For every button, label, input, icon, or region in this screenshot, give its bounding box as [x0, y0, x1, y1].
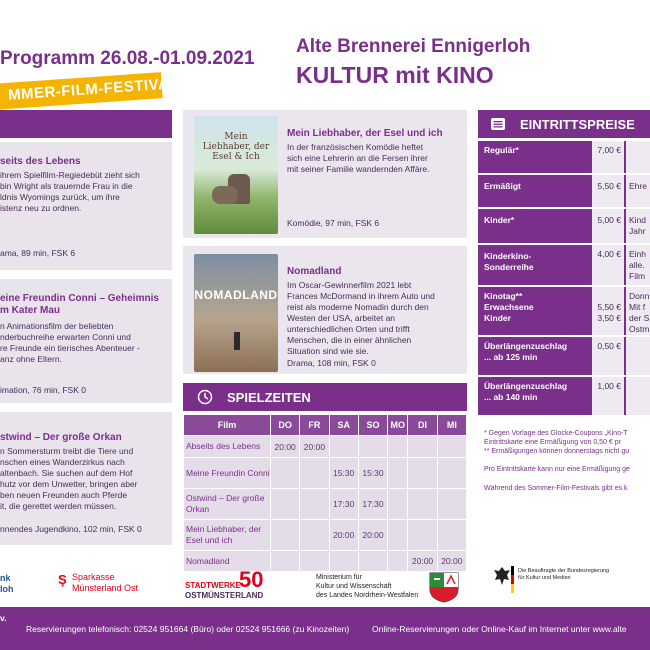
stadtwerke-logo: 50 STADTWERKE OSTMÜNSTERLAND: [185, 567, 264, 600]
showtime: [408, 489, 436, 519]
showtime[interactable]: 20:00: [359, 520, 387, 550]
col-header: DO: [271, 415, 299, 435]
col-header: MO: [388, 415, 407, 435]
movie-meta: Komödie, 97 min, FSK 6: [287, 218, 380, 228]
movie-title: Nomadland: [287, 266, 342, 277]
showtime[interactable]: 20:00: [271, 436, 299, 457]
flag-stripe-gold: [511, 584, 514, 593]
showtime: [388, 458, 407, 488]
showtime: [330, 436, 358, 457]
showtime: [300, 458, 328, 488]
showtime: [388, 436, 407, 457]
film-name: Nomadland: [184, 551, 270, 571]
footer-bar: [0, 607, 650, 650]
price-label: Kinder*: [484, 215, 515, 225]
col-header: DI: [408, 415, 436, 435]
footer-left: v.: [0, 613, 7, 623]
movie-meta: ama, 89 min, FSK 6: [0, 248, 76, 258]
showtime: [408, 458, 436, 488]
table-row: [184, 458, 466, 488]
nrw-crest-icon: [428, 571, 460, 603]
schedule-header-row: [184, 415, 466, 435]
price-note: Ehre: [626, 175, 650, 207]
price-footnote-1b: Eintrittskarte eine Ermäßigung von 0,50 € pr: [484, 439, 621, 446]
showtime[interactable]: 17:30: [359, 489, 387, 519]
movie-title: eine Freundin Conni – Geheimnis: [0, 293, 159, 304]
movie-description: n Sommersturm treibt die Tiere und nschen eines Wanderzirkus nach altenbach. Sie suchen auf dem Hof hutz vor dem Unwetter, bringen aber ben neuen Freunden auch Pferde it, die gerettet werden müssen.: [0, 446, 138, 511]
price-value: 4,00 €: [592, 245, 624, 285]
showtime[interactable]: 15:30: [330, 458, 358, 488]
schedule-table: [183, 414, 467, 572]
movie-title-line2: m Kater Mau: [0, 305, 61, 316]
price-footnote-3: Pro Eintrittskarte kann nur eine Ermäßigung ge: [484, 466, 630, 473]
showtime[interactable]: 20:00: [438, 551, 466, 571]
price-footnote-1: * Gegen Vorlage des Glocke-Coupons „Kino-T: [484, 430, 628, 437]
table-row: [184, 436, 466, 457]
price-label: Überlängenzuschlag ... ab 125 min: [484, 341, 568, 362]
movie-meta: Drama, 108 min, FSK 0: [287, 358, 376, 368]
price-note: Einh alle. Film: [626, 245, 650, 285]
film-name: Ostwind – Der große Orkan: [184, 489, 270, 519]
showtime: [271, 458, 299, 488]
movie-title: Mein Liebhaber, der Esel und ich: [287, 128, 443, 139]
movie-meta: imation, 76 min, FSK 0: [0, 385, 86, 395]
price-value: 5,50 €: [592, 175, 624, 207]
bund-logo: Die Beauftragte der Bundesregierung für Kultur und Medien: [518, 568, 610, 581]
movie-description: Im Oscar-Gewinnerfilm 2021 lebt Frances McDormand in ihrem Auto und reist als moderne Nomadin durch den Westen der USA, arbeitet an unterschiedlichen Orten und trifft Menschen, die in einer ähnlichen Situation sind wie sie.: [287, 280, 435, 356]
festival-banner: MMER-FILM-FESTIVAL: [0, 72, 163, 110]
schedule-title: SPIELZEITEN: [227, 390, 311, 405]
ticket-list-icon: [490, 116, 506, 132]
price-row-regulaer: [478, 141, 650, 173]
col-header: FR: [300, 415, 328, 435]
price-row-ueberlaenge-140: [478, 377, 650, 415]
showtime: [438, 489, 466, 519]
price-label: Überlängenzuschlag ... ab 140 min: [484, 381, 568, 402]
showtime: [388, 520, 407, 550]
price-value: 5,50 € 3,50 €: [592, 287, 624, 335]
ministry-logo: Ministerium für Kultur und Wissenschaft des Landes Nordrhein-Westfalen: [316, 574, 419, 599]
showtime[interactable]: 15:30: [359, 458, 387, 488]
movie-card-esel[interactable]: [183, 110, 467, 238]
showtime: [438, 436, 466, 457]
slogan-title: KULTUR mit KINO: [296, 62, 494, 88]
sparkasse-icon: Ş: [58, 572, 67, 587]
showtime: [388, 551, 407, 571]
showtime: [408, 436, 436, 457]
col-header: MI: [438, 415, 466, 435]
movie-meta: nnendes Jugendkino, 102 min, FSK 0: [0, 524, 142, 534]
showtime: [330, 551, 358, 571]
showtime: [438, 520, 466, 550]
movie-description: In der französischen Komödie heftet sich eine Lehrerin an die Fersen ihrer mit seiner Familie wandernden Affäre.: [287, 142, 430, 174]
showtime: [438, 458, 466, 488]
program-dates: Programm 26.08.-01.09.2021: [0, 48, 255, 69]
showtime: [271, 489, 299, 519]
showtime: [359, 436, 387, 457]
showtime: [300, 520, 328, 550]
film-name: Abseits des Lebens: [184, 436, 270, 457]
col-header: Film: [184, 415, 270, 435]
federal-eagle-icon: [493, 566, 511, 588]
price-row-ermaessigt: [478, 175, 650, 207]
movie-card-abseits[interactable]: [0, 142, 172, 270]
movie-description: ihrem Spielfilm-Regiedebüt zieht sich bin Wright als trauernde Frau in die ldnis Wyomings zurück, um ihre istenz neu zu ordnen.: [0, 170, 140, 213]
showtime: [300, 489, 328, 519]
prices-header: [478, 110, 650, 138]
venue-title: Alte Brennerei Ennigerloh: [296, 36, 531, 57]
schedule-header: [183, 383, 467, 411]
showtime[interactable]: 20:00: [300, 436, 328, 457]
table-row: [184, 489, 466, 519]
poster-nomadland: NOMADLAND: [194, 254, 278, 372]
price-note: Kind Jahr: [626, 209, 650, 243]
showtime: [359, 551, 387, 571]
poster-esel: Mein Liebhaber, der Esel & Ich: [194, 116, 278, 234]
price-footnote-2: ** Ermäßigungen können donnerstags nicht gu: [484, 448, 630, 455]
price-value: 5,00 €: [592, 209, 624, 243]
price-note: [626, 141, 650, 173]
showtime: [271, 520, 299, 550]
online-reservation-link[interactable]: Online-Reservierungen oder Online-Kauf im Internet unter www.alte: [372, 624, 627, 634]
price-row-ueberlaenge-125: [478, 337, 650, 375]
movie-card-ostwind[interactable]: [0, 412, 172, 545]
price-label: Kinderkino- Sonderreihe: [484, 251, 534, 272]
price-note: [626, 337, 650, 375]
film-name: Mein Liebhaber, der Esel und ich: [184, 520, 270, 550]
showtime: [271, 551, 299, 571]
table-row: [184, 520, 466, 550]
price-label: Kinotag** Erwachsene Kinder: [484, 291, 534, 323]
showtime: [300, 551, 328, 571]
movie-card-conni[interactable]: [0, 279, 172, 403]
showtime[interactable]: 20:00: [408, 551, 436, 571]
price-note: [626, 377, 650, 415]
price-label: Ermäßigt: [484, 181, 521, 191]
showtime[interactable]: 20:00: [330, 520, 358, 550]
price-value: 1,00 €: [592, 377, 624, 415]
showtime[interactable]: 17:30: [330, 489, 358, 519]
movie-description: n Animationsfilm der beliebten nderbuchreihe erwarten Conni und re Freunde ein tierisches Abenteuer - anz ohne Eltern.: [0, 321, 140, 364]
price-row-kinotag: [478, 287, 650, 335]
bank-logo: nk loh: [0, 573, 14, 594]
table-row: [184, 551, 466, 571]
price-value: 7,00 €: [592, 141, 624, 173]
price-label: Regulär*: [484, 145, 519, 155]
price-row-kinder: [478, 209, 650, 243]
reservation-phone[interactable]: Reservierungen telefonisch: 02524 951664 (Büro) oder 02524 951666 (zu Kinozeiten): [26, 624, 350, 634]
movie-title: seits des Lebens: [0, 156, 81, 167]
price-row-kinderkino: [478, 245, 650, 285]
price-value: 0,50 €: [592, 337, 624, 375]
movie-card-nomadland[interactable]: [183, 246, 467, 374]
film-name: Meine Freundin Conni: [184, 458, 270, 488]
left-column-header: [0, 110, 172, 138]
prices-title: EINTRITTSPREISE: [520, 117, 635, 132]
flag-stripe-black: [511, 566, 514, 575]
showtime: [408, 520, 436, 550]
clock-icon: [197, 389, 213, 405]
flag-stripe-red: [511, 575, 514, 584]
showtime: [388, 489, 407, 519]
col-header: SA: [330, 415, 358, 435]
price-note: Donn Mit f der S Ostm: [626, 287, 650, 335]
col-header: SO: [359, 415, 387, 435]
price-footnote-4: Während des Sommer-Film-Festivals gibt es k: [484, 485, 628, 492]
movie-title: stwind – Der große Orkan: [0, 432, 122, 443]
